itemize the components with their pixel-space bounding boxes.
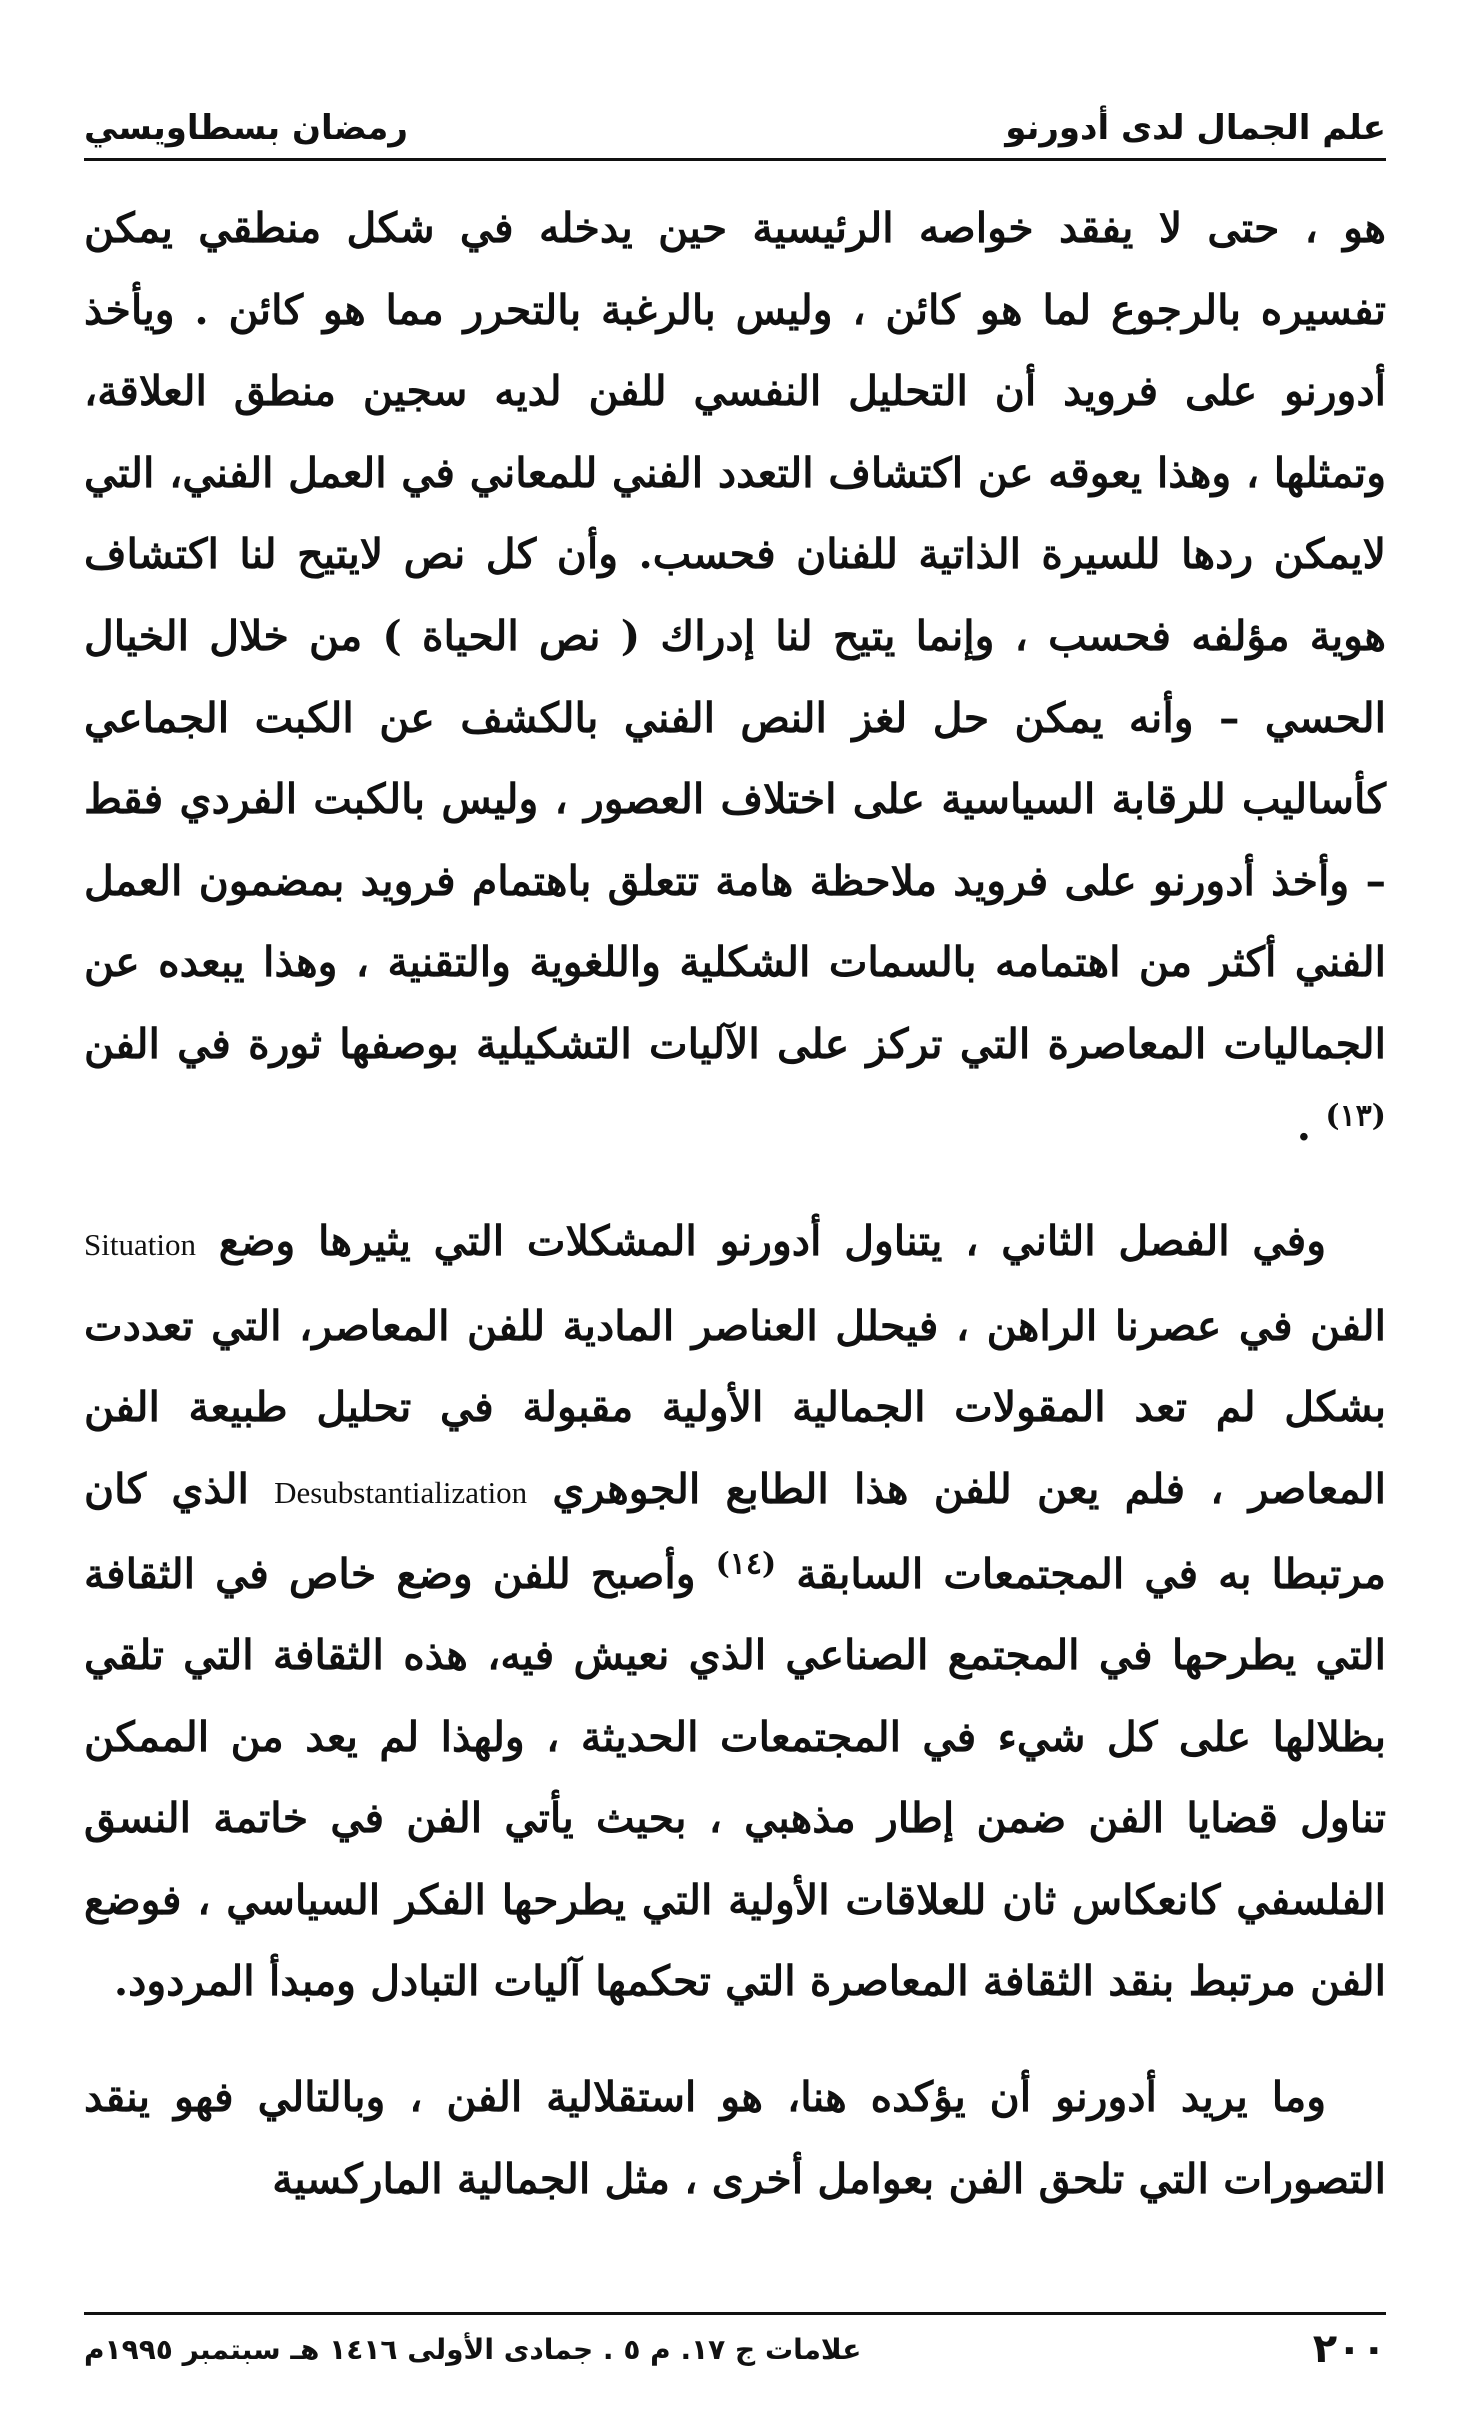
footer-divider [84,2312,1386,2315]
page-footer [84,2324,1386,2374]
paragraph-3-text: وما يريد أدورنو أن يؤكده هنا، هو استقلالية الفن ، وبالتالي فهو ينقد التصورات التي تلحق الفن بعوامل أخرى ، مثل الجمالية الماركسية [84,2073,1386,2203]
running-header [84,92,1386,148]
latin-term-situation: Situation [84,1227,196,1263]
paragraph-1-text: هو ، حتى لا يفقد خواصه الرئيسية حين يدخله في شكل منطقي يمكن تفسيره بالرجوع لما هو كائن ، وليس بالرغبة بالتحرر مما هو كائن . ويأخذ أدورنو على فرويد أن التحليل النفسي للفن لديه سجين منطق العلاقة، وتمثلها ، وهذا يعوقه عن اكتشاف التعدد الفني للمعاني في العمل الفني، التي لايمكن ردها للسيرة الذاتية للفنان فحسب. وأن كل نص لايتيح لنا اكتشاف هوية مؤلفه فحسب ، وإنما يتيح لنا إدراك ( نص الحياة ) من خلال الخيال الحسي – وأنه يمكن حل لغز النص الفني بالكشف عن الكبت الجماعي كأساليب للرقابة السياسية على اختلاف العصور ، وليس بالكبت الفردي فقط – وأخذ أدورنو على فرويد ملاحظة هامة تتعلق باهتمام فرويد بمضمون العمل الفني أكثر من اهتمامه بالسمات الشكلية واللغوية والتقنية ، وهذا يبعده عن الجماليات المعاصرة التي تركز على الآليات التشكيلية بوصفها ثورة في الفن [84,204,1386,1068]
paragraph-2-text-b: الفن في عصرنا الراهن ، فيحلل العناصر المادية للفن المعاصر، التي تعددت بشكل لم تعد المقولات الجمالية الأولية مقبولة في تحليل طبيعة الفن المعاصر ، فلم يعن للفن هذا الطابع الجوهري [84,1301,1387,1513]
footnote-ref-14: (١٤) [715,1545,777,1581]
header-divider [84,158,1386,161]
book-title: علم الجمال لدى أدورنو [1005,108,1386,148]
paragraph-2-text-a: وفي الفصل الثاني ، يتناول أدورنو المشكلات التي يثيرها وضع [218,1217,1327,1266]
body-text [84,188,1386,2220]
latin-term-desubstantialization: Desubstantialization [274,1474,528,1510]
paragraph-2 [84,1201,1386,2023]
paragraph-3 [84,2057,1386,2220]
paragraph-1 [84,188,1386,1167]
paragraph-2-text-d: وأصبح للفن وضع خاص في الثقافة التي يطرحها في المجتمع الصناعي الذي نعيش فيه، هذه الثقافة التي تلقي بظلالها على كل شيء في المجتمعات الحديثة ، ولهذا لم يعد من الممكن تناول قضايا الفن ضمن إطار مذهبي ، بحيث يأتي الفن في خاتمة النسق الفلسفي كانعكاس ثان للعلاقات الأولية التي يطرحها الفكر السياسي ، فوضع الفن مرتبط بنقد الثقافة المعاصرة التي تحكمها آليات التبادل ومبدأ المردود. [84,1549,1386,2006]
author-name: رمضان بسطاويسي [84,108,408,148]
footnote-ref-13: (١٣) [1325,1097,1386,1133]
paragraph-1-tail: . [1296,1101,1326,1150]
paragraph-gap [84,2023,1386,2057]
paragraph-gap [84,1167,1386,1201]
page-number: ٢٠٠ [1312,2326,1386,2372]
paragraph-2-text-c: الذي كان مرتبطا به في المجتمعات السابقة [84,1464,1386,1598]
journal-citation: علامات ج ١٧. م ٥ . جمادى الأولى ١٤١٦ هـ سبتمبر ١٩٩٥م [84,2332,862,2366]
